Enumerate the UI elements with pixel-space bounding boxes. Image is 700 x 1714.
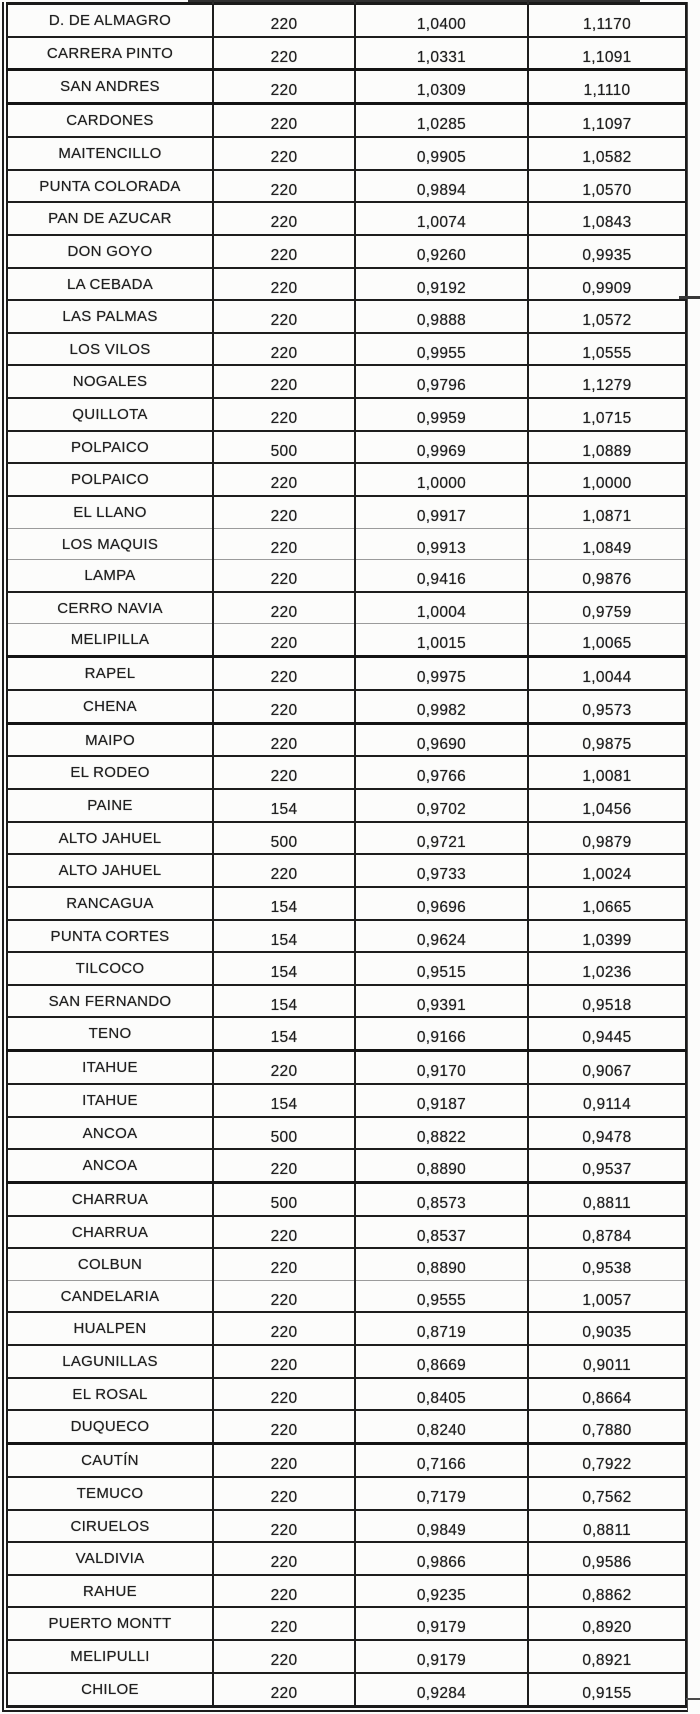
value2-cell: 1,0000 (528, 463, 686, 496)
substation-name-cell: LOS MAQUIS (7, 528, 213, 560)
value1-cell: 0,9624 (355, 920, 528, 953)
table-row (7, 952, 686, 985)
value2-cell: 1,0555 (528, 333, 686, 366)
value1-cell: 0,8822 (355, 1117, 528, 1150)
value2-cell: 1,0570 (528, 170, 686, 203)
kv-cell: 220 (213, 268, 355, 301)
substation-name-cell: NOGALES (7, 365, 213, 398)
value1-cell: 0,9969 (355, 431, 528, 464)
table-row (7, 1673, 686, 1707)
table-row (7, 592, 686, 624)
table-row (7, 1248, 686, 1280)
kv-cell: 220 (213, 37, 355, 70)
value1-cell: 1,0000 (355, 463, 528, 496)
table-row (7, 365, 686, 398)
value1-cell: 0,9179 (355, 1640, 528, 1673)
substation-name-cell: SAN ANDRES (7, 70, 213, 104)
kv-cell: 220 (213, 723, 355, 756)
value2-cell: 1,0889 (528, 431, 686, 464)
substation-name-cell: DON GOYO (7, 235, 213, 268)
value2-cell: 0,9538 (528, 1248, 686, 1280)
kv-cell: 220 (213, 365, 355, 398)
substation-name-cell: CARRERA PINTO (7, 37, 213, 70)
table-row (7, 496, 686, 528)
table-row (7, 137, 686, 170)
value2-cell: 0,8921 (528, 1640, 686, 1673)
value1-cell: 0,9733 (355, 854, 528, 887)
substation-name-cell: PUNTA COLORADA (7, 170, 213, 203)
kv-cell: 154 (213, 952, 355, 985)
value1-cell: 1,0074 (355, 202, 528, 235)
value1-cell: 0,9796 (355, 365, 528, 398)
substation-name-cell: ANCOA (7, 1149, 213, 1182)
value2-cell: 1,0065 (528, 624, 686, 657)
value1-cell: 0,9975 (355, 657, 528, 690)
value2-cell: 1,0236 (528, 952, 686, 985)
table-row (7, 268, 686, 301)
table-row (7, 528, 686, 560)
value1-cell: 0,7166 (355, 1444, 528, 1477)
value2-cell: 0,7922 (528, 1444, 686, 1477)
kv-cell: 220 (213, 333, 355, 366)
table-row (7, 235, 686, 268)
value1-cell: 1,0285 (355, 104, 528, 137)
table-row (7, 104, 686, 137)
kv-cell: 500 (213, 822, 355, 855)
substation-name-cell: PUERTO MONTT (7, 1607, 213, 1640)
table-row (7, 1084, 686, 1117)
value1-cell: 0,9192 (355, 268, 528, 301)
value1-cell: 0,9696 (355, 887, 528, 920)
table-row (7, 560, 686, 592)
table-row (7, 1117, 686, 1150)
table-row (7, 1640, 686, 1673)
substation-name-cell: ITAHUE (7, 1051, 213, 1084)
value2-cell: 1,0024 (528, 854, 686, 887)
substation-name-cell: ALTO JAHUEL (7, 854, 213, 887)
kv-cell: 154 (213, 887, 355, 920)
kv-cell: 220 (213, 202, 355, 235)
substation-name-cell: LA CEBADA (7, 268, 213, 301)
kv-cell: 220 (213, 624, 355, 657)
value2-cell: 0,7562 (528, 1477, 686, 1510)
table-row (7, 1444, 686, 1477)
table-row (7, 1510, 686, 1543)
kv-cell: 220 (213, 398, 355, 431)
table-row (7, 170, 686, 203)
substation-name-cell: CARDONES (7, 104, 213, 137)
substation-name-cell: CANDELARIA (7, 1280, 213, 1312)
scan-artifact-right-dash (679, 296, 700, 299)
substation-name-cell: EL ROSAL (7, 1378, 213, 1411)
kv-cell: 220 (213, 528, 355, 560)
table-row (7, 4, 686, 37)
kv-cell: 220 (213, 1444, 355, 1477)
value1-cell: 0,9766 (355, 756, 528, 789)
kv-cell: 220 (213, 1378, 355, 1411)
value1-cell: 0,9416 (355, 560, 528, 592)
substation-name-cell: DUQUECO (7, 1410, 213, 1443)
value2-cell: 0,9759 (528, 592, 686, 624)
kv-cell: 220 (213, 1216, 355, 1249)
value2-cell: 1,0081 (528, 756, 686, 789)
table-row (7, 300, 686, 333)
substation-name-cell: ANCOA (7, 1117, 213, 1150)
table-row (7, 920, 686, 953)
table-row (7, 1575, 686, 1608)
table-row (7, 398, 686, 431)
kv-cell: 220 (213, 1410, 355, 1443)
value2-cell: 0,9067 (528, 1051, 686, 1084)
voltage-table-frame (2, 2, 688, 1712)
value1-cell: 0,9721 (355, 822, 528, 855)
value2-cell: 1,0399 (528, 920, 686, 953)
kv-cell: 220 (213, 657, 355, 690)
kv-cell: 220 (213, 1149, 355, 1182)
substation-name-cell: QUILLOTA (7, 398, 213, 431)
value2-cell: 1,0715 (528, 398, 686, 431)
substation-name-cell: LAS PALMAS (7, 300, 213, 333)
value1-cell: 0,9982 (355, 690, 528, 723)
substation-name-cell: CHENA (7, 690, 213, 723)
kv-cell: 220 (213, 137, 355, 170)
substation-name-cell: PAINE (7, 789, 213, 822)
kv-cell: 220 (213, 300, 355, 333)
value2-cell: 1,0456 (528, 789, 686, 822)
substation-name-cell: EL RODEO (7, 756, 213, 789)
substation-name-cell: HUALPEN (7, 1312, 213, 1345)
table-row (7, 1607, 686, 1640)
value2-cell: 0,8811 (528, 1182, 686, 1215)
table-row (7, 789, 686, 822)
substation-name-cell: MAITENCILLO (7, 137, 213, 170)
kv-cell: 220 (213, 1248, 355, 1280)
table-row (7, 463, 686, 496)
table-row (7, 657, 686, 690)
substation-name-cell: EL LLANO (7, 496, 213, 528)
value1-cell: 0,9702 (355, 789, 528, 822)
kv-cell: 220 (213, 1345, 355, 1378)
value1-cell: 0,9905 (355, 137, 528, 170)
kv-cell: 154 (213, 1084, 355, 1117)
kv-cell: 220 (213, 1510, 355, 1543)
value1-cell: 0,7179 (355, 1477, 528, 1510)
substation-name-cell: PAN DE AZUCAR (7, 202, 213, 235)
substation-name-cell: LAGUNILLAS (7, 1345, 213, 1378)
substation-name-cell: RANCAGUA (7, 887, 213, 920)
table-row (7, 431, 686, 464)
table-row (7, 887, 686, 920)
kv-cell: 220 (213, 1477, 355, 1510)
table-row (7, 854, 686, 887)
scan-artifact-top-stub-3 (527, 0, 529, 4)
value1-cell: 0,8240 (355, 1410, 528, 1443)
kv-cell: 220 (213, 70, 355, 104)
substation-name-cell: ITAHUE (7, 1084, 213, 1117)
kv-cell: 154 (213, 920, 355, 953)
value2-cell: 0,8862 (528, 1575, 686, 1608)
substation-name-cell: CHILOE (7, 1673, 213, 1707)
value2-cell: 1,1170 (528, 4, 686, 37)
substation-name-cell: CHARRUA (7, 1182, 213, 1215)
table-row (7, 1410, 686, 1443)
table-row (7, 333, 686, 366)
substation-name-cell: VALDIVIA (7, 1542, 213, 1575)
value2-cell: 0,9011 (528, 1345, 686, 1378)
value2-cell: 1,0843 (528, 202, 686, 235)
substation-name-cell: PUNTA CORTES (7, 920, 213, 953)
kv-cell: 154 (213, 1017, 355, 1050)
kv-cell: 220 (213, 592, 355, 624)
value2-cell: 0,9478 (528, 1117, 686, 1150)
table-row (7, 1182, 686, 1215)
voltage-table (6, 2, 687, 1708)
table-row (7, 1280, 686, 1312)
substation-name-cell: CERRO NAVIA (7, 592, 213, 624)
kv-cell: 220 (213, 4, 355, 37)
substation-name-cell: SAN FERNANDO (7, 985, 213, 1018)
scan-artifact-top-line (188, 0, 640, 2)
value1-cell: 1,0309 (355, 70, 528, 104)
substation-name-cell: POLPAICO (7, 431, 213, 464)
value2-cell: 0,9114 (528, 1084, 686, 1117)
kv-cell: 220 (213, 690, 355, 723)
table-row (7, 1542, 686, 1575)
value1-cell: 1,0004 (355, 592, 528, 624)
table-row (7, 1149, 686, 1182)
value2-cell: 0,9879 (528, 822, 686, 855)
substation-name-cell: MELIPILLA (7, 624, 213, 657)
table-row (7, 1378, 686, 1411)
scan-artifact-bottom-right-dash (686, 1698, 700, 1700)
value2-cell: 0,8811 (528, 1510, 686, 1543)
table-row (7, 723, 686, 756)
value1-cell: 0,9187 (355, 1084, 528, 1117)
table-row (7, 985, 686, 1018)
value1-cell: 0,9959 (355, 398, 528, 431)
value2-cell: 1,0849 (528, 528, 686, 560)
table-row (7, 202, 686, 235)
value1-cell: 0,9866 (355, 1542, 528, 1575)
kv-cell: 500 (213, 1117, 355, 1150)
kv-cell: 220 (213, 1542, 355, 1575)
value2-cell: 0,9876 (528, 560, 686, 592)
value2-cell: 0,7880 (528, 1410, 686, 1443)
kv-cell: 220 (213, 756, 355, 789)
substation-name-cell: POLPAICO (7, 463, 213, 496)
value1-cell: 0,9179 (355, 1607, 528, 1640)
substation-name-cell: ALTO JAHUEL (7, 822, 213, 855)
substation-name-cell: LOS VILOS (7, 333, 213, 366)
value1-cell: 0,9690 (355, 723, 528, 756)
value2-cell: 0,9518 (528, 985, 686, 1018)
value1-cell: 0,9888 (355, 300, 528, 333)
value2-cell: 1,0057 (528, 1280, 686, 1312)
kv-cell: 220 (213, 235, 355, 268)
substation-name-cell: TEMUCO (7, 1477, 213, 1510)
value1-cell: 0,8719 (355, 1312, 528, 1345)
value2-cell: 0,9935 (528, 235, 686, 268)
table-row (7, 1051, 686, 1084)
substation-name-cell: RAHUE (7, 1575, 213, 1608)
kv-cell: 220 (213, 1051, 355, 1084)
value2-cell: 0,9586 (528, 1542, 686, 1575)
value2-cell: 0,9155 (582, 1684, 632, 1702)
value2-cell: 0,9445 (528, 1017, 686, 1050)
substation-name-cell: MAIPO (7, 723, 213, 756)
value1-cell: 0,9284 (355, 1673, 528, 1707)
value2-cell: 0,8664 (528, 1378, 686, 1411)
value1-cell: 0,8537 (355, 1216, 528, 1249)
table-row (7, 690, 686, 723)
value1-cell: 0,9955 (355, 333, 528, 366)
kv-cell: 220 (213, 1312, 355, 1345)
table-row (7, 1216, 686, 1249)
value1-cell: 0,9555 (355, 1280, 528, 1312)
value1-cell: 0,9515 (355, 952, 528, 985)
value2-cell: 1,0665 (528, 887, 686, 920)
value2-cell: 0,9573 (528, 690, 686, 723)
value2-cell: 1,1279 (528, 365, 686, 398)
kv-cell: 154 (213, 985, 355, 1018)
value1-cell: 0,8669 (355, 1345, 528, 1378)
value2-cell: 1,0572 (528, 300, 686, 333)
value1-cell: 0,9391 (355, 985, 528, 1018)
table-row (7, 1477, 686, 1510)
kv-cell: 154 (213, 789, 355, 822)
substation-name-cell: CHARRUA (7, 1216, 213, 1249)
substation-name-cell: CIRUELOS (7, 1510, 213, 1543)
value2-cell: 1,1091 (528, 37, 686, 70)
substation-name-cell: TENO (7, 1017, 213, 1050)
value2-cell: 0,9909 (528, 268, 686, 301)
kv-cell: 500 (213, 1182, 355, 1215)
value1-cell: 0,8573 (355, 1182, 528, 1215)
value2-cell: 1,0582 (528, 137, 686, 170)
table-row (7, 70, 686, 104)
value2-cell: 1,0044 (528, 657, 686, 690)
kv-cell: 220 (213, 496, 355, 528)
value1-cell: 0,8405 (355, 1378, 528, 1411)
table-row (7, 756, 686, 789)
value1-cell: 0,9913 (355, 528, 528, 560)
value2-cell: 0,8920 (528, 1607, 686, 1640)
value1-cell: 1,0400 (355, 4, 528, 37)
kv-cell: 220 (213, 560, 355, 592)
scan-artifact-top-stub-1 (212, 0, 214, 4)
value2-cell: 0,9035 (528, 1312, 686, 1345)
kv-cell: 220 (213, 1640, 355, 1673)
substation-name-cell: COLBUN (7, 1248, 213, 1280)
value2-cell: 0,9537 (528, 1149, 686, 1182)
substation-name-cell: MELIPULLI (7, 1640, 213, 1673)
kv-cell: 220 (213, 1575, 355, 1608)
value2-cell: 1,0871 (528, 496, 686, 528)
value1-cell: 0,9235 (355, 1575, 528, 1608)
value1-cell: 0,9166 (355, 1017, 528, 1050)
substation-name-cell: RAPEL (7, 657, 213, 690)
kv-cell: 220 (213, 854, 355, 887)
kv-cell: 220 (213, 463, 355, 496)
value2-cell: 0,8784 (528, 1216, 686, 1249)
value1-cell: 0,9170 (355, 1051, 528, 1084)
table-row (7, 1312, 686, 1345)
substation-name-cell: TILCOCO (7, 952, 213, 985)
value1-cell: 0,9894 (355, 170, 528, 203)
value1-cell: 1,0015 (355, 624, 528, 657)
kv-cell: 220 (213, 1607, 355, 1640)
value2-cell: 1,1097 (528, 104, 686, 137)
value2-cell: 1,1110 (528, 70, 686, 104)
kv-cell: 220 (213, 1673, 355, 1707)
kv-cell: 220 (213, 104, 355, 137)
value1-cell: 1,0331 (355, 37, 528, 70)
value1-cell: 0,9917 (355, 496, 528, 528)
substation-name-cell: D. DE ALMAGRO (7, 4, 213, 37)
table-row (7, 1017, 686, 1050)
value2-cell: 0,9875 (528, 723, 686, 756)
table-row (7, 37, 686, 70)
kv-cell: 220 (213, 170, 355, 203)
voltage-table-body (7, 4, 686, 1707)
table-row (7, 822, 686, 855)
scan-artifact-top-stub-2 (354, 0, 356, 4)
kv-cell: 220 (213, 1280, 355, 1312)
value1-cell: 0,8890 (355, 1248, 528, 1280)
value1-cell: 0,8890 (355, 1149, 528, 1182)
value1-cell: 0,9849 (355, 1510, 528, 1543)
substation-name-cell: CAUTÍN (7, 1444, 213, 1477)
value1-cell: 0,9260 (355, 235, 528, 268)
table-row (7, 1345, 686, 1378)
substation-name-cell: LAMPA (7, 560, 213, 592)
table-row (7, 624, 686, 657)
kv-cell: 500 (213, 431, 355, 464)
